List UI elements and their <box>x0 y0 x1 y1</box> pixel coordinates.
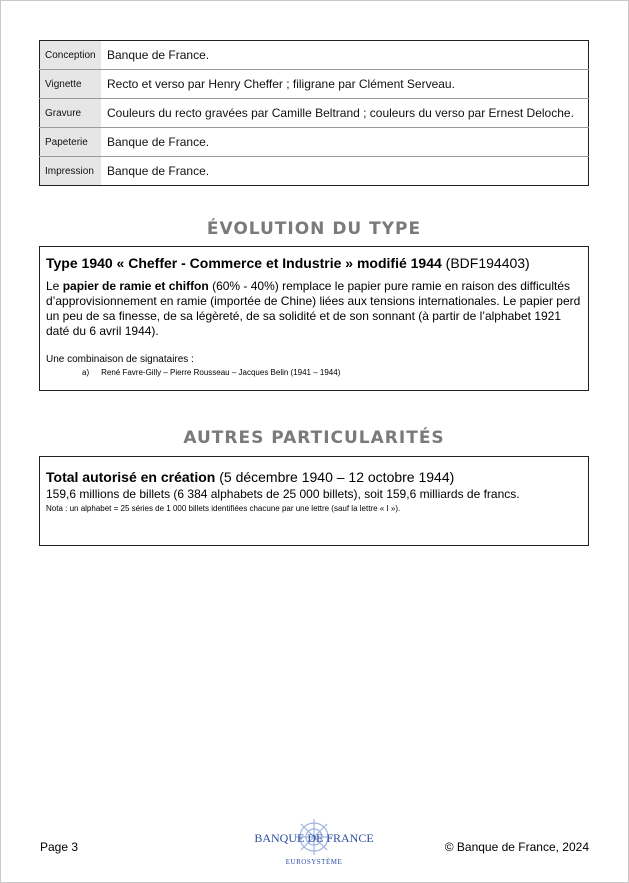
evolution-title <box>46 255 530 271</box>
logo-subtitle: EUROSYSTÈME <box>285 858 343 866</box>
total-note: Nota : un alphabet = 25 séries de 1 000 billets identifiées chacune par une lettre (sauf la lettre « I »). <box>46 504 401 513</box>
spec-value: Banque de France. <box>107 48 210 62</box>
signatories-marker: a) <box>82 368 90 377</box>
evolution-heading: ÉVOLUTION DU TYPE <box>206 219 422 239</box>
spec-row-vignette <box>40 70 589 99</box>
spec-row-papeterie <box>40 128 589 157</box>
logo-name: BANQUE DE FRANCE <box>254 831 374 845</box>
spec-row-impression <box>40 157 589 186</box>
spec-value: Couleurs du recto gravées par Camille Beltrand ; couleurs du verso par Ernest Deloche. <box>101 99 589 128</box>
copyright: © Banque de France, 2024 <box>444 840 589 854</box>
spec-row-conception <box>40 41 589 70</box>
page-number: Page 3 <box>40 840 79 854</box>
other-box <box>39 456 589 546</box>
total-title <box>46 469 454 485</box>
spec-label: Conception <box>40 41 102 70</box>
other-heading: AUTRES PARTICULARITÉS <box>183 428 445 448</box>
spec-value: Banque de France. <box>101 157 589 186</box>
evolution-paragraph <box>46 279 582 339</box>
evolution-title-bold: Type 1940 « Cheffer - Commerce et Industrie » modifié 1944 <box>46 255 442 271</box>
evolution-title-ref: (BDF194403) <box>441 255 530 271</box>
banque-de-france-logo <box>254 817 374 871</box>
signatories-intro: Une combinaison de signataires : <box>46 354 194 365</box>
paragraph-rest: (60% - 40%) remplace le papier pure ramie en raison des difficultés d’approvisionnement en ramie (importée de Chine) liées aux tensions internationales. Le papier perd un peu de sa finesse, de sa légèreté, de sa solidité et de son sonnant (à partir de l’alphabet 1921 daté du 6 avril 1944). <box>46 279 581 338</box>
total-title-dates: (5 décembre 1940 – 12 octobre 1944) <box>215 469 455 485</box>
spec-label: Impression <box>40 157 102 186</box>
paragraph-prefix: Le <box>46 279 63 293</box>
spec-label: Papeterie <box>40 128 102 157</box>
total-text: 159,6 millions de billets (6 384 alphabets de 25 000 billets), soit 159,6 milliards de francs. <box>46 487 520 501</box>
evolution-box <box>39 246 589 391</box>
spec-value: Recto et verso par Henry Cheffer ; filigrane par Clément Serveau. <box>101 70 589 99</box>
spec-value: Banque de France. <box>101 128 589 157</box>
signatories-item <box>82 367 562 378</box>
spec-label: Vignette <box>40 70 102 99</box>
total-title-bold: Total autorisé en création <box>46 469 216 485</box>
paragraph-bold: papier de ramie et chiffon <box>62 279 209 293</box>
signatories-text: René Favre-Gilly – Pierre Rousseau – Jacques Belin (1941 – 1944) <box>101 368 341 377</box>
spec-label: Gravure <box>40 99 102 128</box>
spec-row-gravure <box>40 99 589 128</box>
spec-table <box>39 40 589 186</box>
